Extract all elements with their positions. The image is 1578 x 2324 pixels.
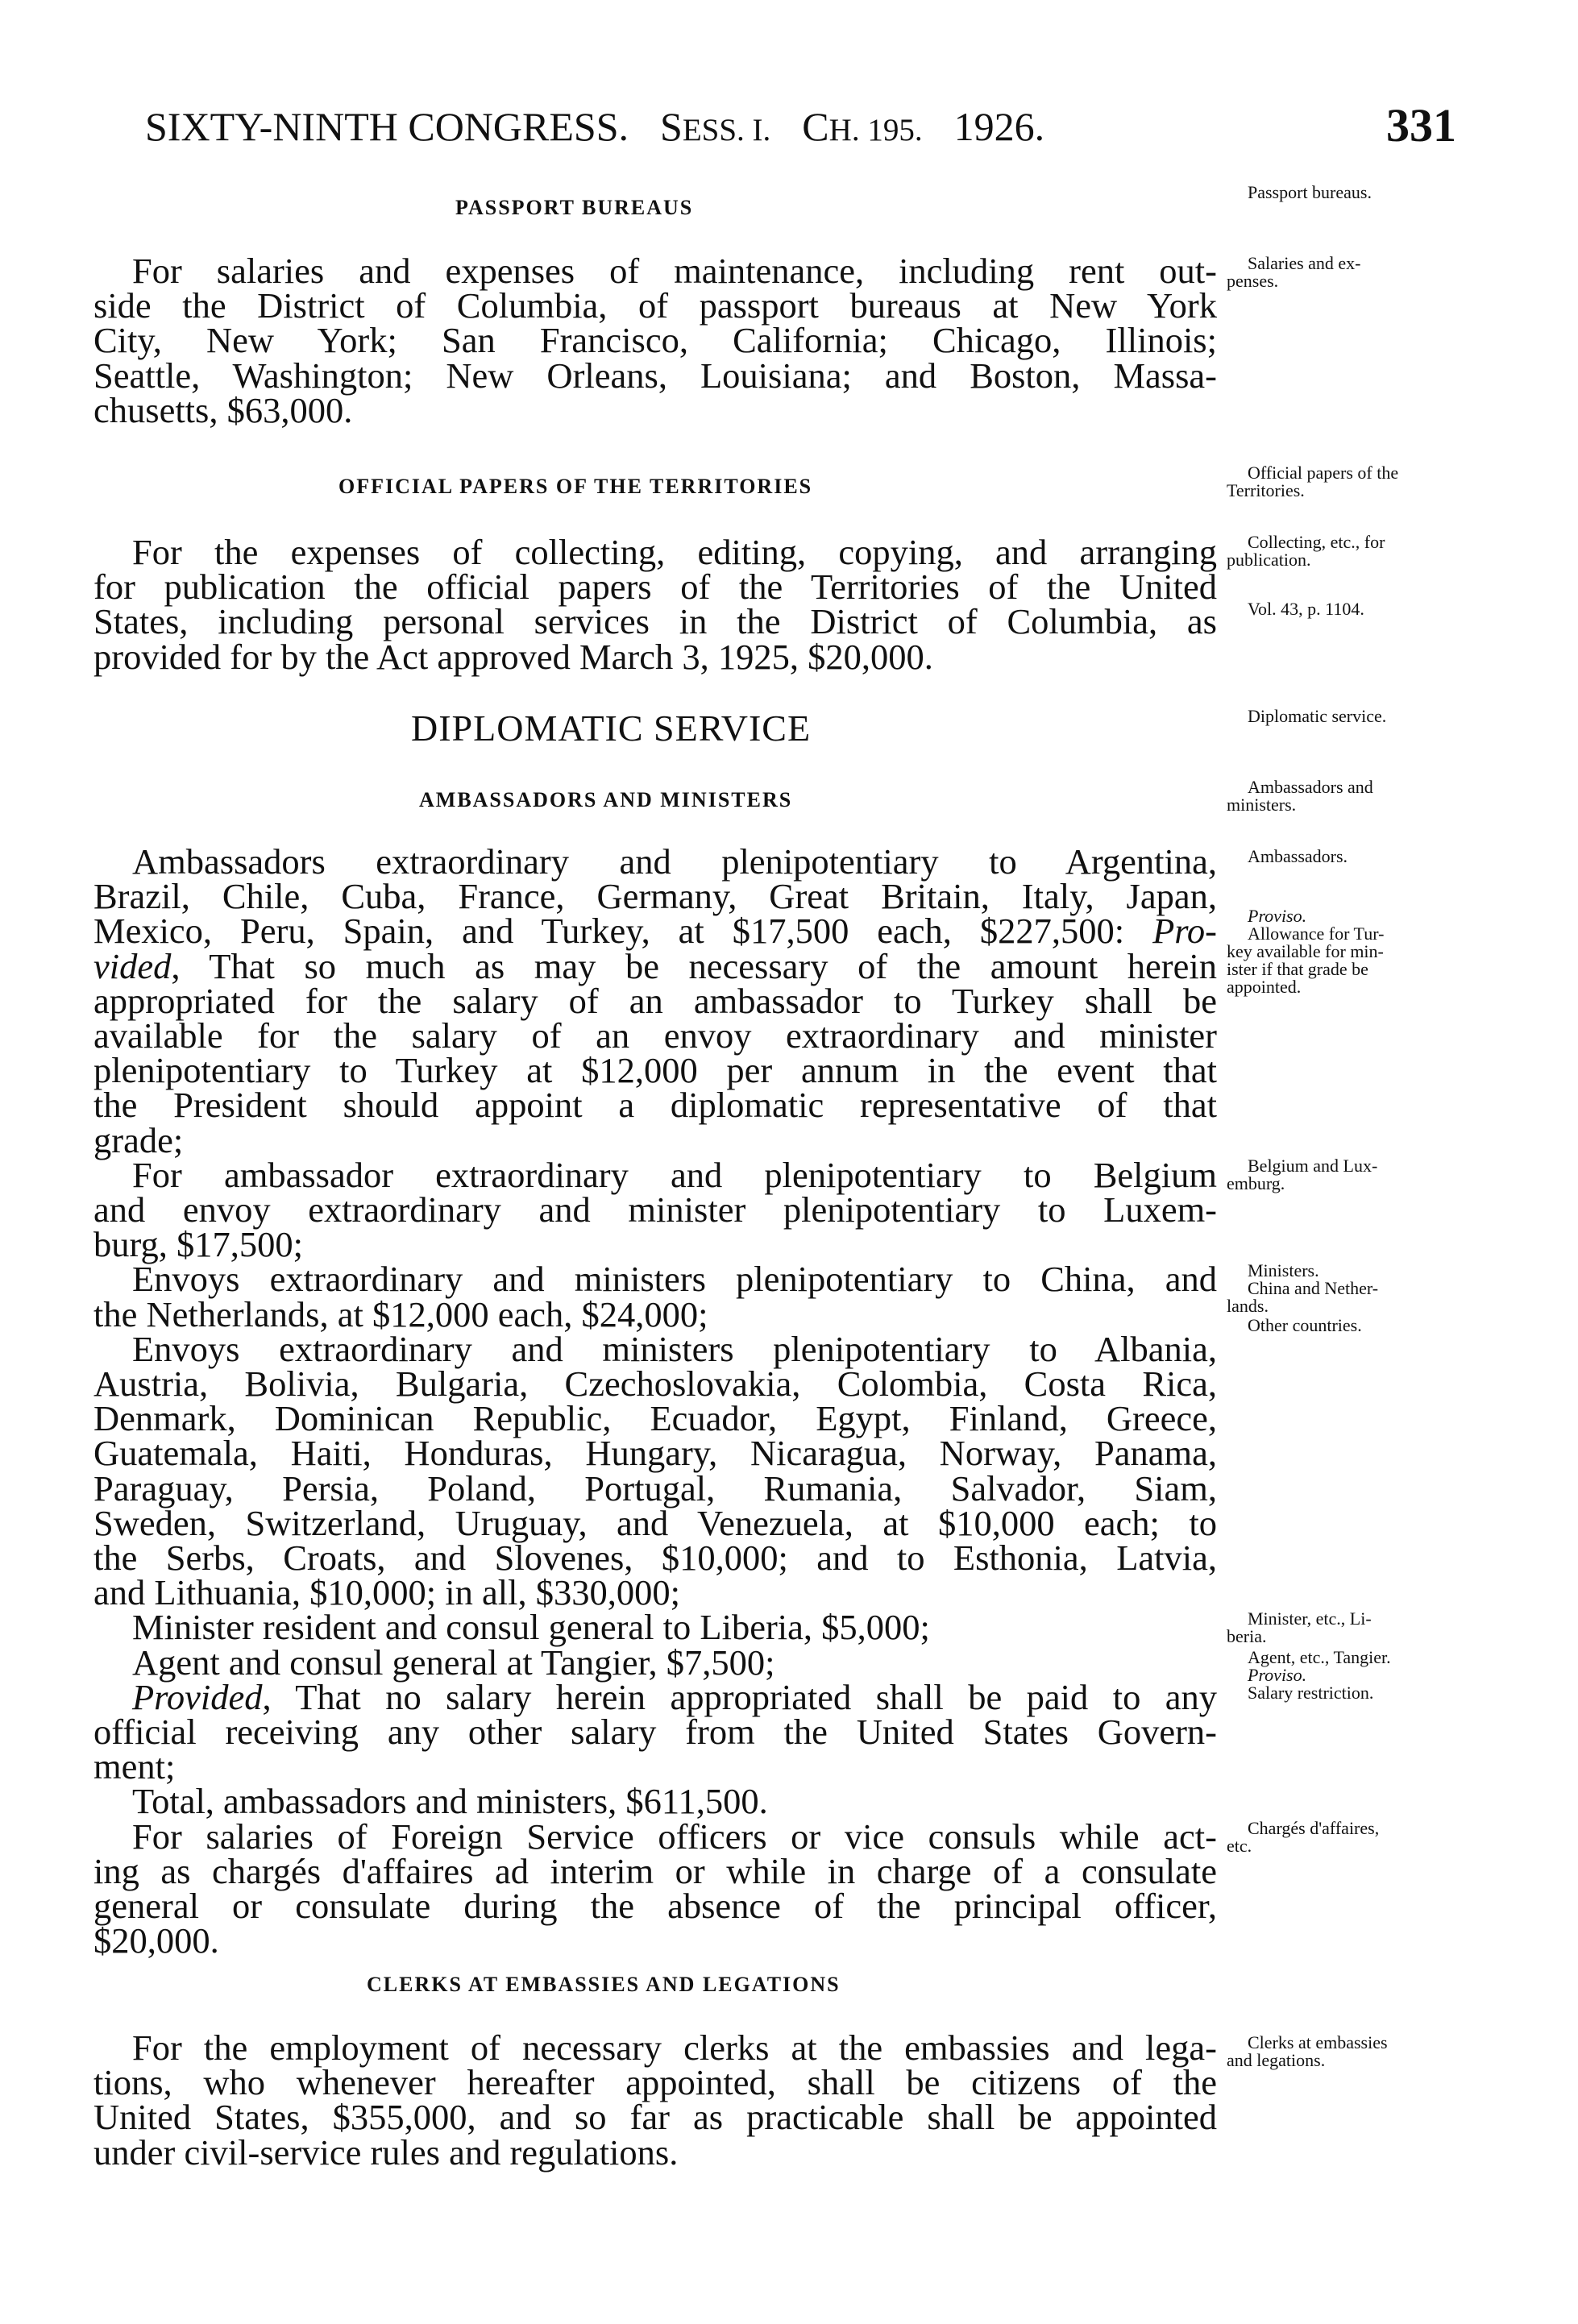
margin-note-diplomatic: Diplomatic service.	[1248, 706, 1387, 726]
text-line: Guatemala, Haiti, Honduras, Hungary, Nicaragua, Norway, Panama,	[93, 1433, 1217, 1474]
text-line: vided, That so much as may be necessary of the amount herein	[93, 945, 1217, 986]
margin-note-tangier: Agent, etc., Tangier. Proviso. Salary restriction.	[1248, 1647, 1391, 1703]
text-line: Brazil, Chile, Cuba, France, Germany, Great Britain, Italy, Japan,	[93, 876, 1217, 917]
header-session: SESS. I.	[660, 104, 771, 149]
page-number: 331	[1386, 99, 1456, 151]
text-line: and envoy extraordinary and minister plenipotentiary to Luxem-	[93, 1189, 1217, 1230]
margin-note-liberia: Minister, etc., Li- beria.	[1227, 1608, 1372, 1646]
header-chapter: CH. 195.	[802, 104, 923, 149]
text-line: Austria, Bolivia, Bulgaria, Czechoslovakia, Colombia, Costa Rica,	[93, 1363, 1217, 1405]
text-line: Sweden, Switzerland, Uruguay, and Venezuela, at $10,000 each; to	[93, 1502, 1217, 1543]
text-line: For ambassador extraordinary and plenipotentiary to Belgium	[132, 1154, 1217, 1195]
margin-note-ambassadors: Ambassadors.	[1248, 846, 1348, 866]
territories-heading: OFFICIAL PAPERS OF THE TERRITORIES	[338, 475, 813, 498]
text-line: ment;	[93, 1746, 176, 1787]
margin-note-proviso-turkey: Proviso. Allowance for Tur- key available for min- ister if that grade be appointed.	[1227, 906, 1385, 997]
margin-note-official-papers: Official papers of the Territories.	[1227, 463, 1399, 500]
margin-note-charges: Chargés d'affaires, etc.	[1227, 1818, 1380, 1856]
text-line: the President should appoint a diplomatic representative of that	[93, 1085, 1217, 1126]
margin-note-salaries: Salaries and ex- penses.	[1227, 253, 1361, 291]
text-line: under civil-service rules and regulations.	[93, 2131, 679, 2173]
margin-note-amb-ministers: Ambassadors and ministers.	[1227, 777, 1373, 815]
text-line: Agent and consul general at Tangier, $7,500;	[132, 1641, 775, 1683]
ambassadors-block	[93, 841, 1217, 1961]
text-line: provided for by the Act approved March 3, 1925, $20,000.	[93, 636, 933, 677]
diplomatic-service-title: DIPLOMATIC SERVICE	[411, 708, 812, 749]
text-line: For salaries and expenses of maintenance, including rent out-	[132, 251, 1217, 291]
text-line: States, including personal services in the District of Columbia, as	[93, 601, 1217, 642]
text-line: official receiving any other salary from the United States Govern-	[93, 1712, 1217, 1753]
text-line: side the District of Columbia, of passport bureaus at New York	[93, 285, 1217, 326]
text-line: the Serbs, Croats, and Slovenes, $10,000; and to Esthonia, Latvia,	[93, 1538, 1217, 1579]
text-line: Denmark, Dominican Republic, Ecuador, Egypt, Finland, Greece,	[93, 1398, 1217, 1439]
text-line: the Netherlands, at $12,000 each, $24,000;	[93, 1293, 708, 1334]
text-line: for publication the official papers of the Territories of the United	[93, 566, 1217, 608]
clerks-heading: CLERKS AT EMBASSIES AND LEGATIONS	[367, 1973, 841, 1996]
text-line: For the expenses of collecting, editing, copying, and arranging	[132, 532, 1217, 572]
ambassadors-heading: AMBASSADORS AND MINISTERS	[419, 788, 793, 811]
text-line: appropriated for the salary of an ambassador to Turkey shall be	[93, 980, 1217, 1021]
text-line: Minister resident and consul general to Liberia, $5,000;	[132, 1607, 930, 1648]
text-line: tions, who whenever hereafter appointed, shall be citizens of the	[93, 2062, 1217, 2103]
clerks-paragraph	[93, 2027, 1217, 2173]
passport-heading: PASSPORT BUREAUS	[455, 196, 694, 219]
text-line: and Lithuania, $10,000; in all, $330,000;	[93, 1572, 680, 1613]
margin-note-vol-ref: Vol. 43, p. 1104.	[1248, 599, 1364, 619]
margin-note-collecting: Collecting, etc., for publication.	[1227, 532, 1385, 570]
margin-note-passport: Passport bureaus.	[1248, 182, 1372, 202]
territories-paragraph	[93, 532, 1217, 677]
header-year: 1926.	[953, 104, 1045, 149]
text-line: Envoys extraordinary and ministers plenipotentiary to China, and	[132, 1259, 1217, 1300]
margin-note-clerks: Clerks at embassies and legations.	[1227, 2032, 1388, 2070]
margin-note-ministers: Ministers. China and Nether- lands. Other countries.	[1227, 1260, 1379, 1335]
header-congress: SIXTY-NINTH CONGRESS.	[145, 104, 629, 149]
text-line: Provided, That no salary herein appropriated shall be paid to any	[132, 1676, 1217, 1717]
text-line: United States, $355,000, and so far as practicable shall be appointed	[93, 2097, 1217, 2138]
text-line: burg, $17,500;	[93, 1224, 304, 1265]
text-line: Total, ambassadors and ministers, $611,500.	[132, 1781, 768, 1822]
text-line: plenipotentiary to Turkey at $12,000 per annum in the event that	[93, 1050, 1217, 1091]
text-line: general or consulate during the absence of the principal officer,	[93, 1886, 1217, 1927]
text-line: available for the salary of an envoy extraordinary and minister	[93, 1015, 1217, 1056]
text-line: $20,000.	[93, 1920, 219, 1961]
text-line: Envoys extraordinary and ministers plenipotentiary to Albania,	[132, 1328, 1217, 1369]
text-line: For the employment of necessary clerks at the embassies and lega-	[132, 2027, 1217, 2068]
running-header	[145, 103, 1044, 150]
text-line: Mexico, Peru, Spain, and Turkey, at $17,500 each, $227,500: Pro-	[93, 911, 1217, 952]
text-line: Seattle, Washington; New Orleans, Louisiana; and Boston, Massa-	[93, 355, 1217, 396]
text-line: Paraguay, Persia, Poland, Portugal, Rumania, Salvador, Siam,	[93, 1467, 1217, 1509]
margin-note-belgium: Belgium and Lux- emburg.	[1227, 1156, 1378, 1193]
text-line: Ambassadors extraordinary and plenipotentiary to Argentina,	[132, 841, 1217, 882]
text-line: grade;	[93, 1119, 184, 1160]
text-line: ing as chargés d'affaires ad interim or while in charge of a consulate	[93, 1850, 1217, 1891]
text-line: For salaries of Foreign Service officers or vice consuls while act-	[132, 1816, 1217, 1857]
passport-paragraph	[93, 251, 1217, 430]
text-line: chusetts, $63,000.	[93, 389, 353, 430]
text-line: City, New York; San Francisco, California; Chicago, Illinois;	[93, 320, 1217, 361]
